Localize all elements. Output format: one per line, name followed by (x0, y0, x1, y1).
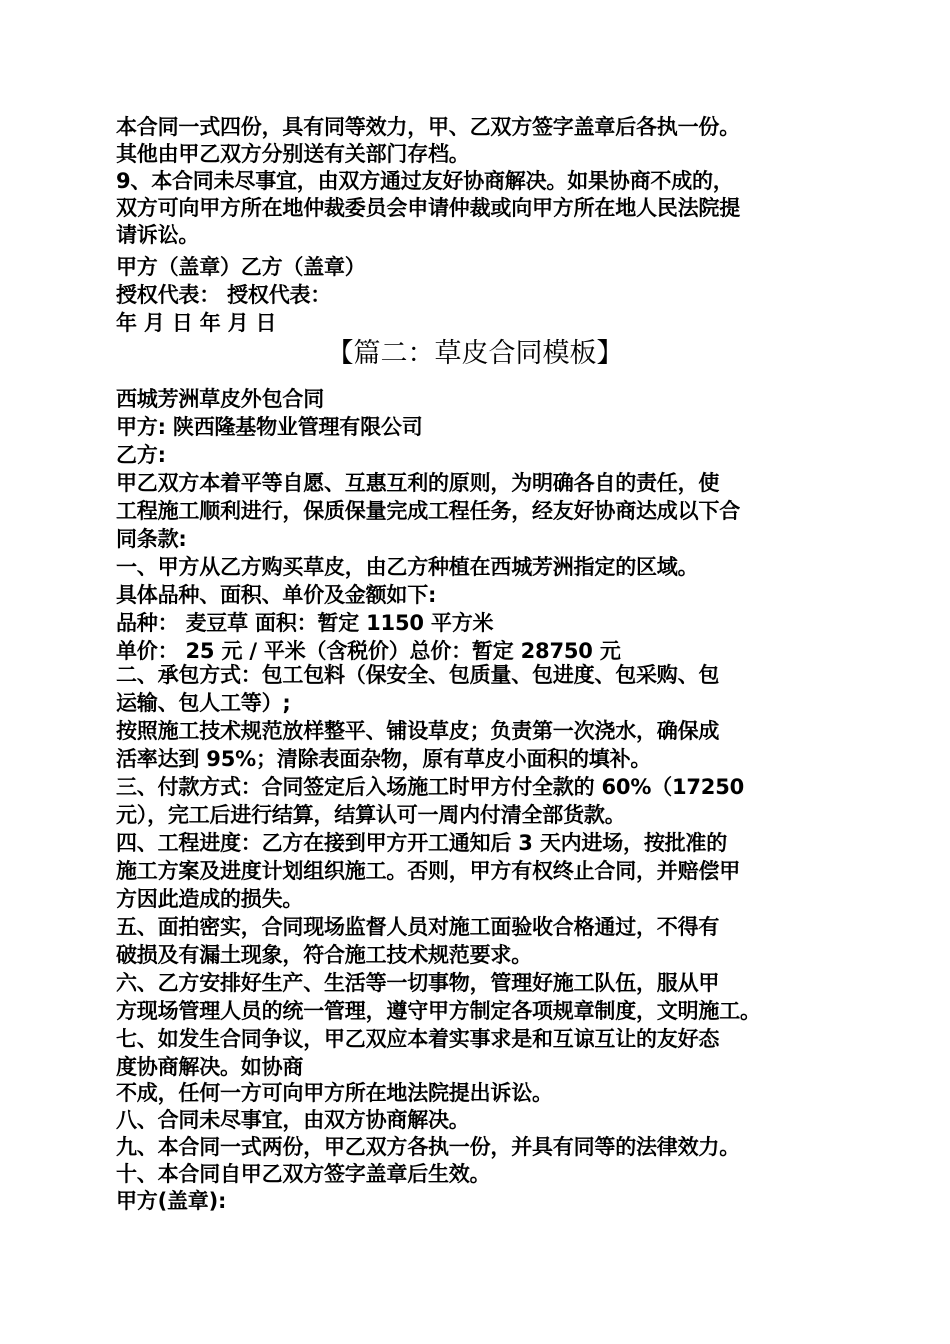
contract-line-14: 活率达到 95%；清除表面杂物，原有草皮小面积的填补。 (116, 747, 652, 771)
contract-line-21: 破损及有漏土现象，符合施工技术规范要求。 (116, 943, 532, 967)
contract-line-2: 甲方: 陕西隆基物业管理有限公司 (116, 415, 423, 439)
contract-line-24: 七、如发生合同争议，甲乙双应本着实事求是和互谅互让的友好态 (116, 1027, 720, 1051)
contract-line-15: 三、付款方式：合同签定后入场施工时甲方付全款的 60%（17250 (116, 775, 745, 799)
contract-line-29: 十、本合同自甲乙双方签字盖章后生效。 (116, 1162, 491, 1186)
closing-line-7: 授权代表： 授权代表： (116, 283, 332, 307)
contract-line-9: 品种： 麦豆草 面积：暂定 1150 平方米 (116, 611, 494, 635)
closing-line-5: 请诉讼。 (116, 223, 200, 247)
contract-line-26: 不成，任何一方可向甲方所在地法院提出诉讼。 (116, 1081, 553, 1105)
contract-line-18: 施工方案及进度计划组织施工。否则，甲方有权终止合同，并赔偿甲 (116, 859, 740, 883)
contract-line-25: 度协商解决。如协商 (116, 1055, 304, 1079)
contract-line-6: 同条款: (116, 527, 187, 551)
closing-line-4: 双方可向甲方所在地仲裁委员会申请仲裁或向甲方所在地人民法院提 (116, 196, 740, 220)
closing-line-1: 本合同一式四份，具有同等效力，甲、乙双方签字盖章后各执一份。 (116, 115, 740, 139)
closing-line-8: 年 月 日 年 月 日 (116, 311, 277, 335)
closing-line-6: 甲方（盖章）乙方（盖章） (116, 255, 366, 279)
contract-line-12: 运输、包人工等）; (116, 691, 291, 715)
section-heading: 【篇二：草皮合同模板】 (326, 338, 624, 369)
contract-line-22: 六、乙方安排好生产、生活等一切事物，管理好施工队伍，服从甲 (116, 971, 720, 995)
contract-line-19: 方因此造成的损失。 (116, 887, 304, 911)
closing-line-2: 其他由甲乙双方分别送有关部门存档。 (116, 142, 470, 166)
contract-line-10: 单价： 25 元 / 平米（含税价）总价：暂定 28750 元 (116, 639, 621, 663)
contract-line-3: 乙方: (116, 443, 166, 467)
contract-line-8: 具体品种、面积、单价及金额如下: (116, 583, 437, 607)
contract-line-5: 工程施工顺利进行，保质保量完成工程任务，经友好协商达成以下合 (116, 499, 740, 523)
contract-line-20: 五、面拍密实，合同现场监督人员对施工面验收合格通过，不得有 (116, 915, 720, 939)
contract-line-23: 方现场管理人员的统一管理，遵守甲方制定各项规章制度，文明施工。 (116, 999, 761, 1023)
contract-line-7: 一、甲方从乙方购买草皮，由乙方种植在西城芳洲指定的区域。 (116, 555, 699, 579)
closing-line-3: 9、本合同未尽事宜，由双方通过友好协商解决。如果协商不成的， (116, 169, 734, 193)
contract-line-30: 甲方(盖章): (116, 1189, 227, 1213)
contract-line-27: 八、合同未尽事宜，由双方协商解决。 (116, 1108, 470, 1132)
contract-line-28: 九、本合同一式两份，甲乙双方各执一份，并具有同等的法律效力。 (116, 1135, 740, 1159)
contract-line-1: 西城芳洲草皮外包合同 (116, 387, 324, 411)
contract-line-4: 甲乙双方本着平等自愿、互惠互利的原则，为明确各自的责任，使 (116, 471, 720, 495)
contract-line-17: 四、工程进度：乙方在接到甲方开工通知后 3 天内进场，按批准的 (116, 831, 728, 855)
contract-line-16: 元），完工后进行结算，结算认可一周内付清全部货款。 (116, 803, 626, 827)
contract-line-13: 按照施工技术规范放样整平、铺设草皮；负责第一次浇水，确保成 (116, 719, 720, 743)
contract-line-11: 二、承包方式：包工包料（保安全、包质量、包进度、包采购、包 (116, 663, 720, 687)
